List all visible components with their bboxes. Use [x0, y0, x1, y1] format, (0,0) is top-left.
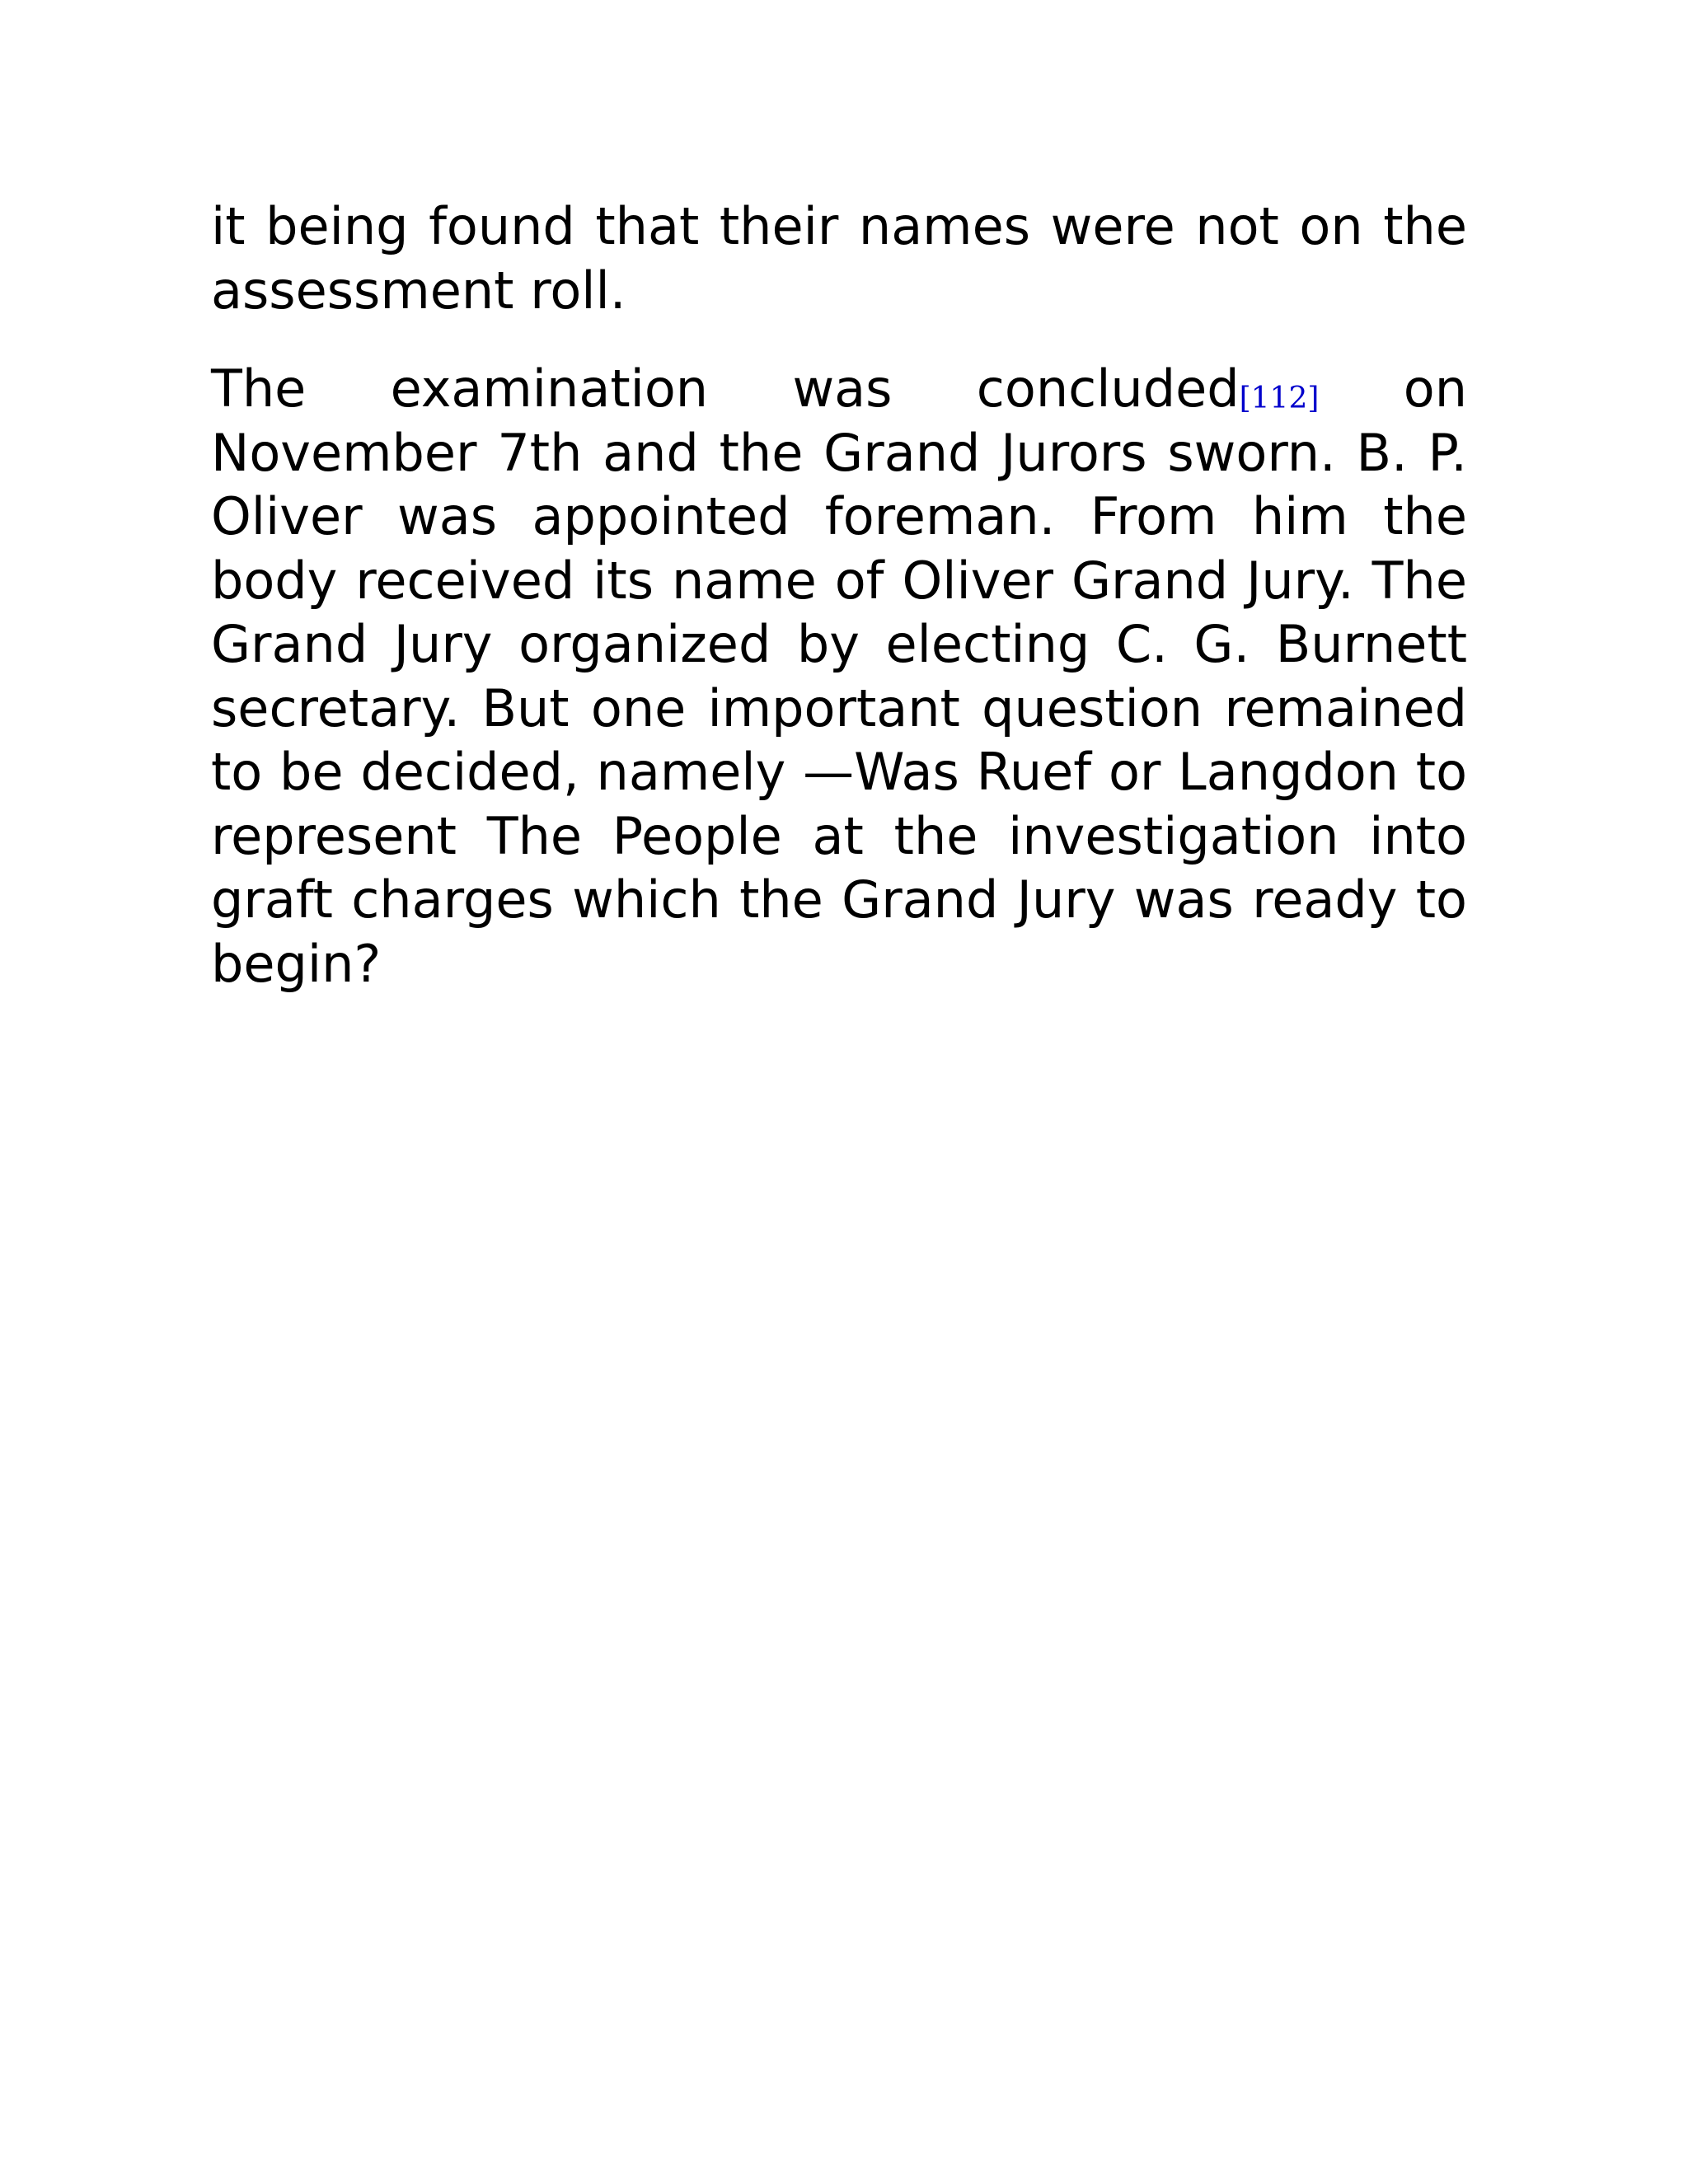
paragraph-grand-jury: [211, 357, 1467, 996]
page-body: [211, 194, 1467, 996]
paragraph-text-after-ref: on November 7th and the Grand Jurors sworn. B. P. Oliver was appointed foreman. From him the body received its name of Oliver Grand Jury. The Grand Jury organized by electing C. G. Burnett secretary. But one important question remained to be decided, namely —Was Ruef or Langdon to represent The People at the investigation into graft charges which the Grand Jury was ready to begin?: [211, 359, 1467, 994]
paragraph-continuation: it being found that their names were not on the assessment roll.: [211, 196, 1467, 321]
footnote-ref-link[interactable]: [112]: [1239, 382, 1320, 415]
paragraph-text-before-ref: The examination was concluded: [211, 359, 1240, 419]
